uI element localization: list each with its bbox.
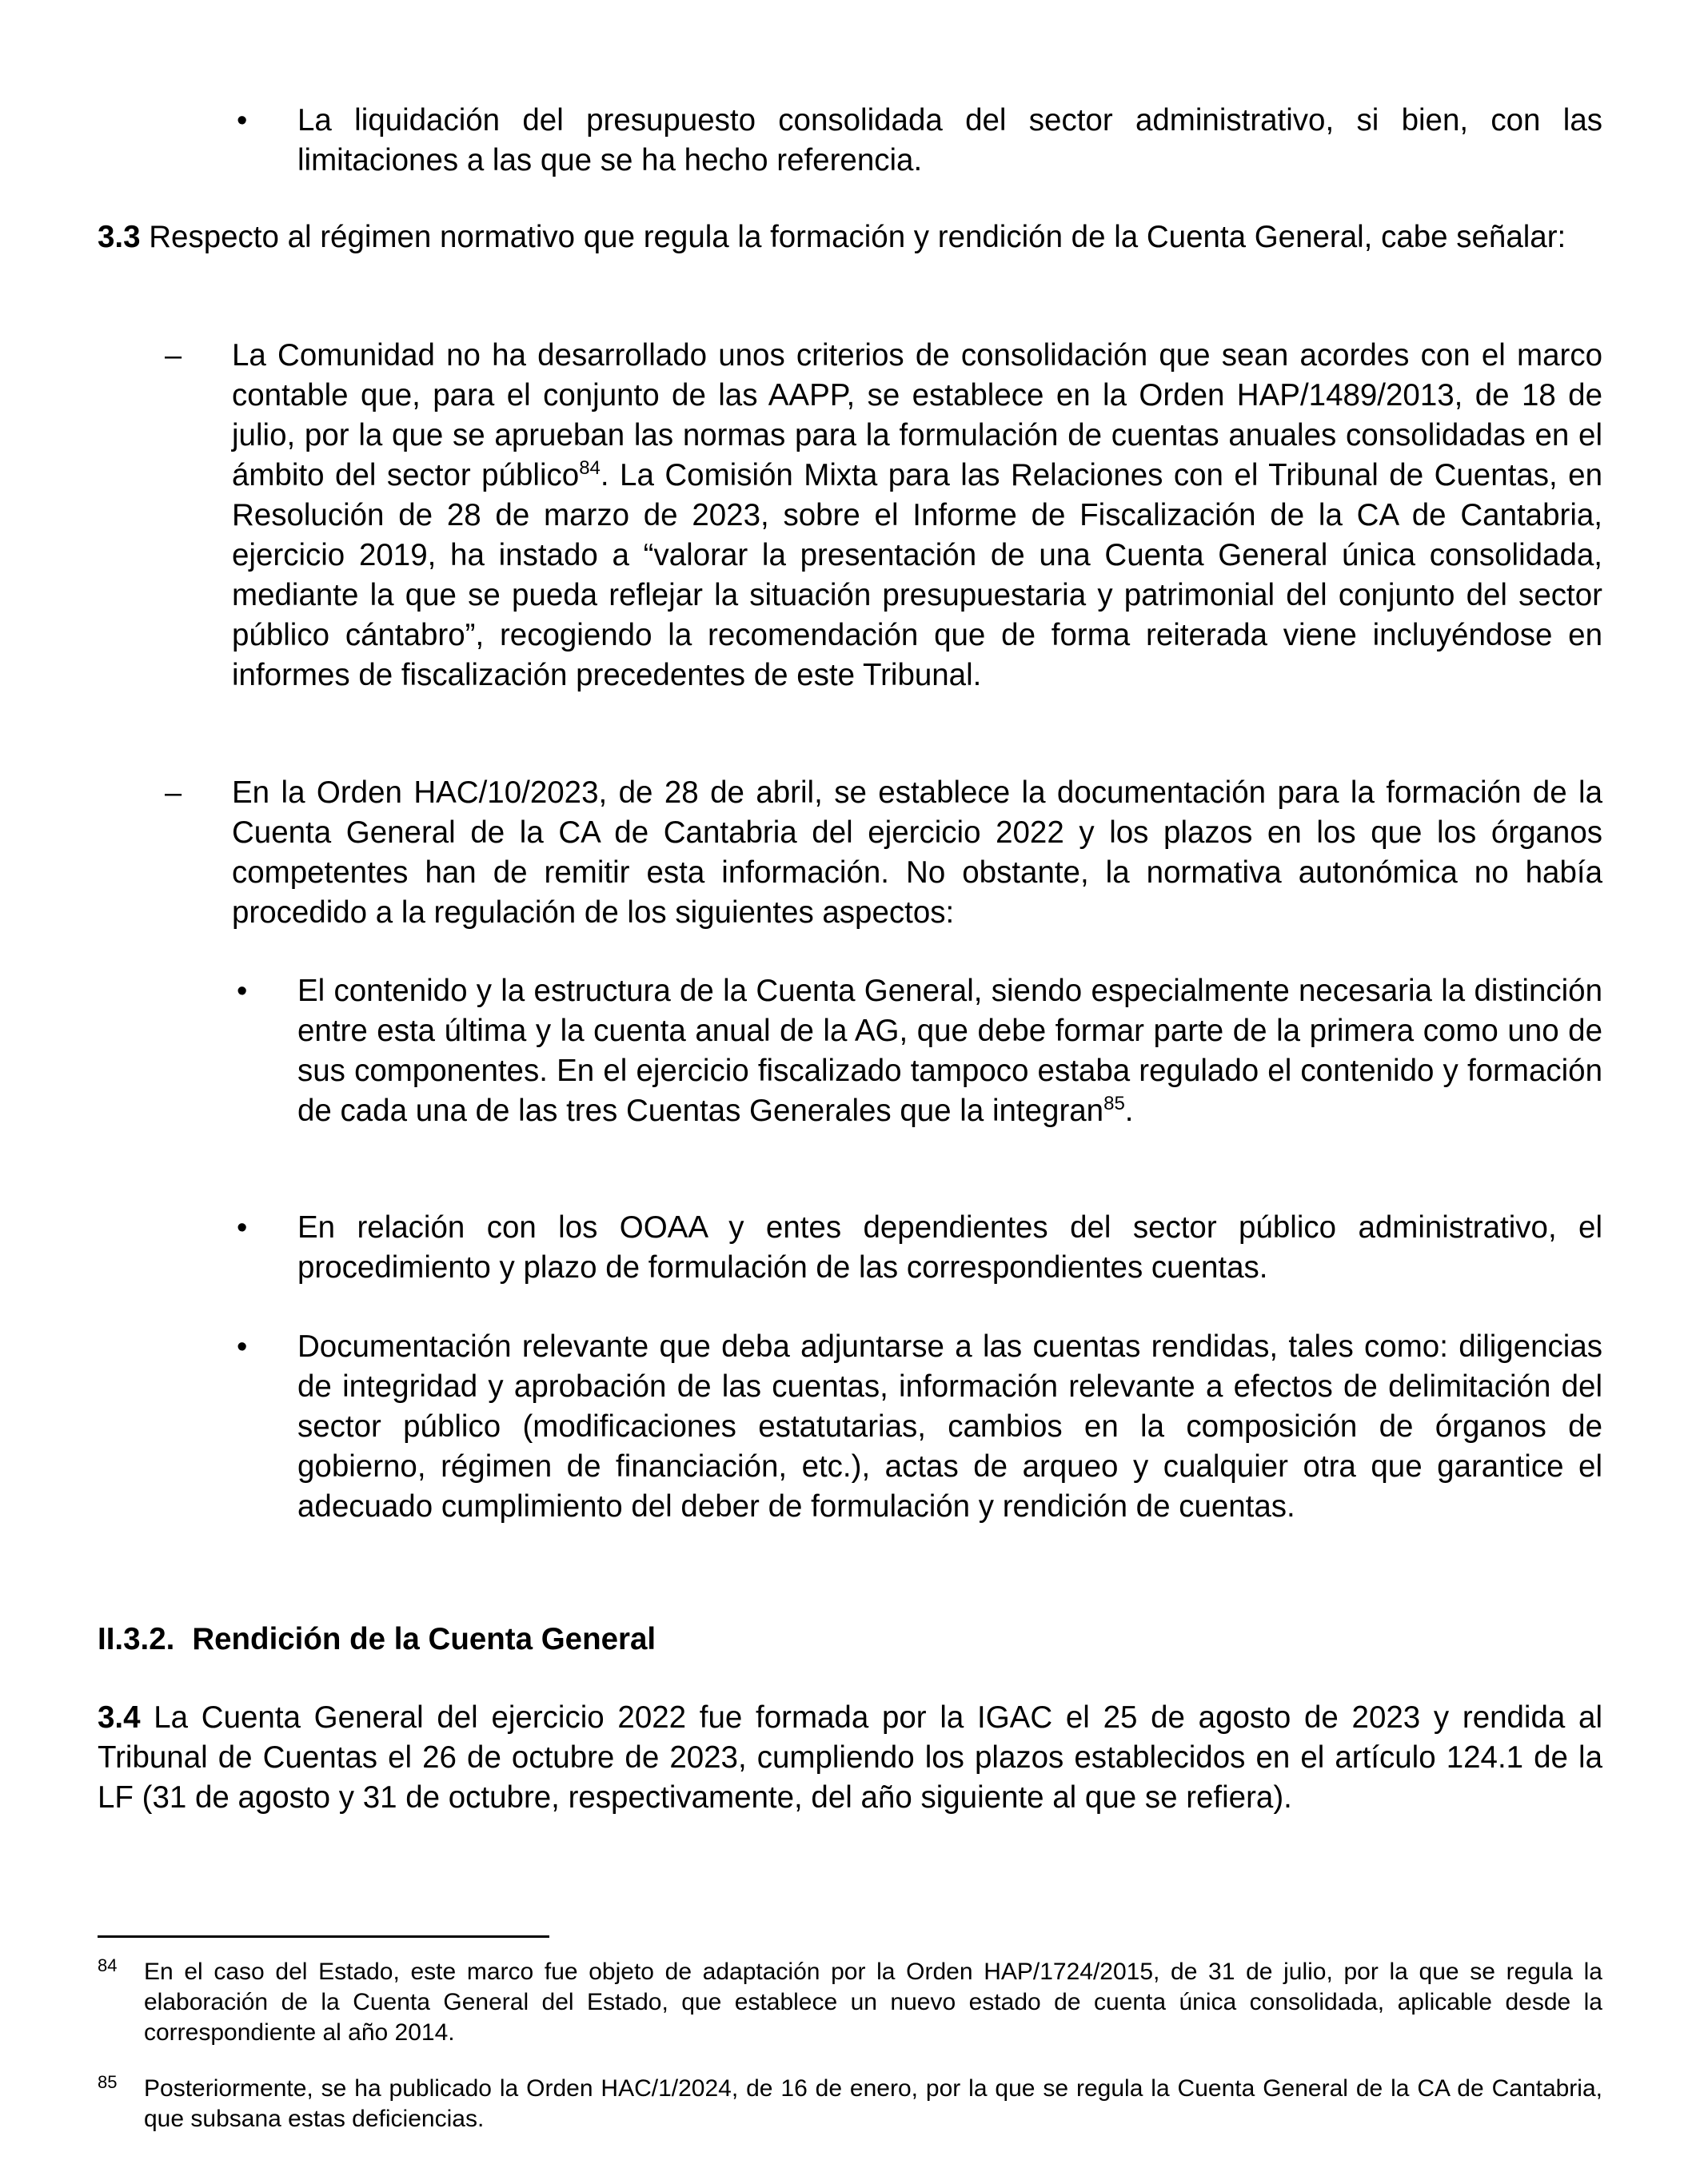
- paragraph-number: 3.4: [98, 1700, 141, 1735]
- heading-title: Rendición de la Cuenta General: [192, 1622, 656, 1656]
- footnote-84: En el caso del Estado, este marco fue objeto de adaptación por la Orden HAP/1724/2015, de 31 de julio, por la que se regula la elaboración de la Cuenta General del Estado, que establece un nuevo estado de cuenta única consolidada, aplicable desde la correspondiente al año 2014.: [144, 1959, 1602, 2046]
- bullet-marker: •: [237, 104, 248, 137]
- footnote-separator: [98, 1935, 549, 1938]
- paragraph-text: Respecto al régimen normativo que regula la formación y rendición de la Cuenta General, cabe señalar:: [140, 220, 1566, 254]
- bullet-text: .: [1124, 1094, 1134, 1128]
- paragraph-number: 3.3: [98, 220, 141, 254]
- section-heading: [98, 1620, 1602, 1660]
- paragraph-text: La Cuenta General del ejercicio 2022 fue formada por la IGAC el 25 de agosto de 2023 y rendida al Tribunal de Cuentas el 26 de octubre de 2023, cumpliendo los plazos establecidos en el artículo 124.1 de la LF (31 de agosto y 31 de octubre, respectivamente, del año siguiente al que se refiera).: [98, 1700, 1602, 1815]
- heading-number: II.3.2.: [98, 1622, 175, 1656]
- dash-text: . La Comisión Mixta para las Relaciones con el Tribunal de Cuentas, en Resolución de 28 de marzo de 2023, sobre el Informe de Fiscalización de la CA de Cantabria, ejercicio 2019, ha instado a “valorar la presentación de una Cuenta General única consolidada, mediante la que se pueda reflejar la situación presupuestaria y patrimonial del conjunto del sector público cántabro”, recogiendo la recomendación que de forma reiterada viene incluyéndose en informes de fiscalización precedentes de este Tribunal.: [232, 458, 1602, 692]
- sub-bullet-3: Documentación relevante que deba adjuntarse a las cuentas rendidas, tales como: diligencias de integridad y aprobación de las cuentas, información relevante a efectos de delimitación del sector público (modificaciones estatutarias, cambios en la composición de órganos de gobierno, régimen de financiación, etc.), actas de arqueo y cualquier otra que garantice el adecuado cumplimiento del deber de formulación y rendición de cuentas.: [297, 1329, 1602, 1524]
- dash-marker: –: [165, 776, 182, 810]
- footnote-85: Posteriormente, se ha publicado la Orden HAC/1/2024, de 16 de enero, por la que se regula la Cuenta General de la CA de Cantabria, que subsana estas deficiencias.: [144, 2075, 1602, 2132]
- sub-bullet-2: En relación con los OOAA y entes dependientes del sector público administrativo, el procedimiento y plazo de formulación de las correspondientes cuentas.: [297, 1210, 1602, 1285]
- paragraph-3-3: [98, 217, 1602, 257]
- footnote-number: 85: [98, 2072, 118, 2092]
- bullet-text: El contenido y la estructura de la Cuenta General, siendo especialmente necesaria la distinción entre esta última y la cuenta anual de la AG, que debe formar parte de la primera como uno de sus componentes. En el ejercicio fiscalizado tampoco estaba regulado el contenido y formación de cada una de las tres Cuentas Generales que la integran: [297, 974, 1602, 1128]
- intro-bullet: La liquidación del presupuesto consolidada del sector administrativo, si bien, con las limitaciones a las que se ha hecho referencia.: [297, 103, 1602, 177]
- bullet-marker: •: [237, 1211, 248, 1245]
- dash-marker: –: [165, 339, 182, 373]
- dash-item-1: [232, 336, 1602, 695]
- bullet-marker: •: [237, 1330, 248, 1364]
- footnote-number: 84: [98, 1955, 118, 1975]
- footnote-ref-84[interactable]: 84: [579, 457, 601, 480]
- dash-item-2: En la Orden HAC/10/2023, de 28 de abril, se establece la documentación para la formación de la Cuenta General de la CA de Cantabria del ejercicio 2022 y los plazos en los que los órganos competentes han de remitir esta información. No obstante, la normativa autonómica no había procedido a la regulación de los siguientes aspectos:: [232, 775, 1602, 930]
- paragraph-3-4: [98, 1698, 1602, 1818]
- dash-text: La Comunidad no ha desarrollado unos criterios de consolidación que sean acordes con el marco contable que, para el conjunto de las AAPP, se establece en la Orden HAP/1489/2013, de 18 de julio, por la que se aprueban las normas para la formulación de cuentas anuales consolidadas en el ámbito del sector público: [232, 338, 1602, 492]
- sub-bullet-1: [297, 971, 1602, 1131]
- footnote-ref-85[interactable]: 85: [1103, 1093, 1125, 1115]
- bullet-marker: •: [237, 974, 248, 1008]
